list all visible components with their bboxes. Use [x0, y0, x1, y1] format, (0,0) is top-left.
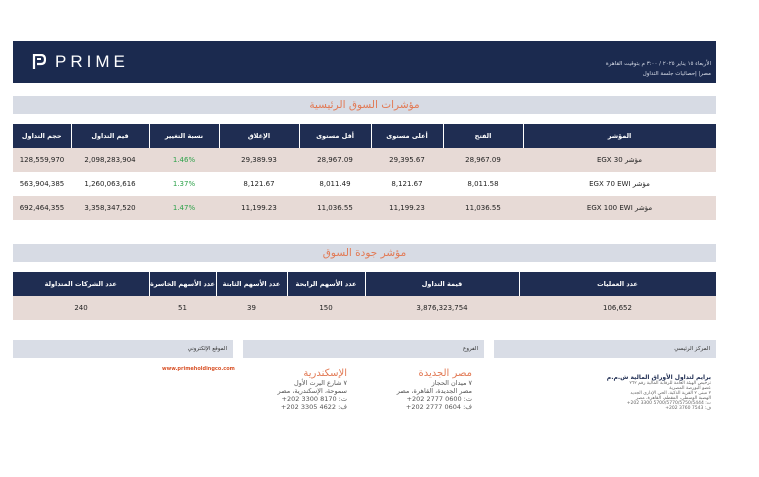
col-high: أعلى مستوى	[371, 124, 443, 148]
open-cell: 11,036.55	[443, 196, 523, 220]
col-open: الفتح	[443, 124, 523, 148]
value-cell: 3,358,347,520	[71, 196, 149, 220]
col-traded-companies: عدد الشركات المتداولة	[13, 272, 149, 296]
index-name-cell: مؤشر EGX 70 EWI	[589, 180, 650, 188]
volume-cell: 563,904,385	[19, 180, 65, 188]
traded-companies-cell: 240	[13, 296, 149, 320]
indices-header-row	[13, 124, 716, 148]
volume-cell: 692,464,355	[13, 196, 71, 220]
transactions-cell: 106,652	[519, 296, 716, 320]
col-change: نسبة التغيير	[149, 124, 219, 148]
hq-phone: ت: 5700/5770/5750/5444 3300 202+	[626, 401, 711, 406]
alex-phone: ت: 8170 3300 202+	[281, 395, 347, 403]
heliopolis-fax: ف: 0604 2777 202+	[405, 403, 472, 411]
index-name-cell: مؤشر EGX 100 EWI	[523, 196, 716, 220]
indices-table	[13, 124, 717, 220]
value-cell: 1,260,063,616	[84, 180, 136, 188]
low-cell: 11,036.55	[299, 196, 371, 220]
hq-fax: ف: 7543 3760 202+	[665, 406, 711, 411]
index-name-cell: مؤشر EGX 30	[523, 148, 716, 172]
heliopolis-address-1: ٧ ميدان الحجاز	[431, 379, 472, 387]
col-decliners: عدد الأسهم الخاسرة	[149, 272, 216, 296]
branches-bar	[243, 340, 484, 358]
report-date: الأربعاء ١٥ يناير ٢٠٢٥ / ٣:٠٠ م بتوقيت القاهرة	[605, 61, 711, 67]
hq-membership: عضو البورصة المصرية	[669, 386, 711, 391]
website-label: الموقع الإلكتروني	[187, 346, 227, 352]
heliopolis-branch-title: مصر الجديدة	[418, 368, 472, 379]
high-cell: 29,395.67	[371, 148, 443, 172]
alex-address-1: ٧ شارع اليرت الأول	[294, 379, 347, 387]
website-link[interactable]: www.primeholdingco.com	[162, 366, 235, 372]
heliopolis-address-2: مصر الجديدة، القاهرة، مصر	[396, 387, 472, 395]
prime-logo-icon	[32, 54, 46, 70]
heliopolis-branch	[352, 368, 472, 411]
high-cell: 8,121.67	[391, 180, 423, 188]
brand-logo	[32, 52, 129, 72]
hq-address-1: ٢ مبنى ٢ القرية الذكية، الحي الإداري الجديد	[630, 391, 711, 396]
branches-label: الفروع	[463, 346, 478, 352]
decliners-cell: 51	[149, 296, 216, 320]
advancers-cell: 150	[287, 296, 365, 320]
col-index: المؤشر	[523, 124, 716, 148]
col-close: الإغلاق	[219, 124, 299, 148]
change-cell: 1.46%	[149, 148, 219, 172]
breadth-header-row	[13, 272, 716, 296]
alex-fax: ف: 4622 3305 202+	[280, 403, 347, 411]
hq-license: ترخيص الهيئة العامة للرقابة المالية رقم ٢٦٢	[629, 381, 711, 386]
col-transactions: عدد العمليات	[519, 272, 716, 296]
table-row	[13, 296, 716, 320]
col-low: أقل مستوى	[299, 124, 371, 148]
value-cell: 2,098,283,904	[71, 148, 149, 172]
report-subtitle: مصر| إحصائيات جلسة التداول	[642, 71, 711, 77]
breadth-table	[13, 272, 717, 320]
col-volume: حجم التداول	[13, 124, 71, 148]
website-bar	[13, 340, 233, 358]
table-row	[13, 148, 716, 172]
hq-label: المركز الرئيسي	[674, 346, 710, 352]
col-unchanged: عدد الأسهم الثابتة	[216, 272, 287, 296]
close-cell: 29,389.93	[219, 148, 299, 172]
change-cell: 1.37%	[172, 180, 196, 188]
close-cell: 8,121.67	[243, 180, 275, 188]
open-cell: 8,011.58	[467, 180, 499, 188]
hq-bar	[494, 340, 716, 358]
head-office	[561, 374, 711, 411]
low-cell: 28,967.09	[299, 148, 371, 172]
alex-branch-title: الإسكندرية	[303, 368, 347, 379]
traded-value-cell: 3,876,323,754	[365, 296, 519, 320]
alex-address-2: سموحة، الإسكندرية، مصر	[277, 387, 347, 395]
open-cell: 28,967.09	[443, 148, 523, 172]
col-advancers: عدد الأسهم الرابحة	[287, 272, 365, 296]
close-cell: 11,199.23	[219, 196, 299, 220]
col-traded-value: قيمة التداول	[365, 272, 519, 296]
change-cell: 1.47%	[149, 196, 219, 220]
breadth-section-title: مؤشر جودة السوق	[13, 244, 716, 262]
table-row	[13, 196, 716, 220]
volume-cell: 128,559,970	[13, 148, 71, 172]
brand-name: PRIME	[55, 52, 129, 71]
high-cell: 11,199.23	[371, 196, 443, 220]
col-value: قيم التداول	[71, 124, 149, 148]
low-cell: 8,011.49	[319, 180, 351, 188]
alex-branch	[217, 368, 347, 411]
indices-section-title: مؤشرات السوق الرئيسية	[13, 96, 716, 114]
heliopolis-phone: ت: 0600 2777 202+	[406, 395, 472, 403]
hq-company-name: برايم لتداول الأوراق المالية ش.م.م	[606, 374, 711, 381]
unchanged-cell: 39	[216, 296, 287, 320]
table-row	[13, 172, 716, 196]
hq-address-2: الهضبة الوسطى، المقطم، القاهرة، مصر	[635, 396, 711, 401]
